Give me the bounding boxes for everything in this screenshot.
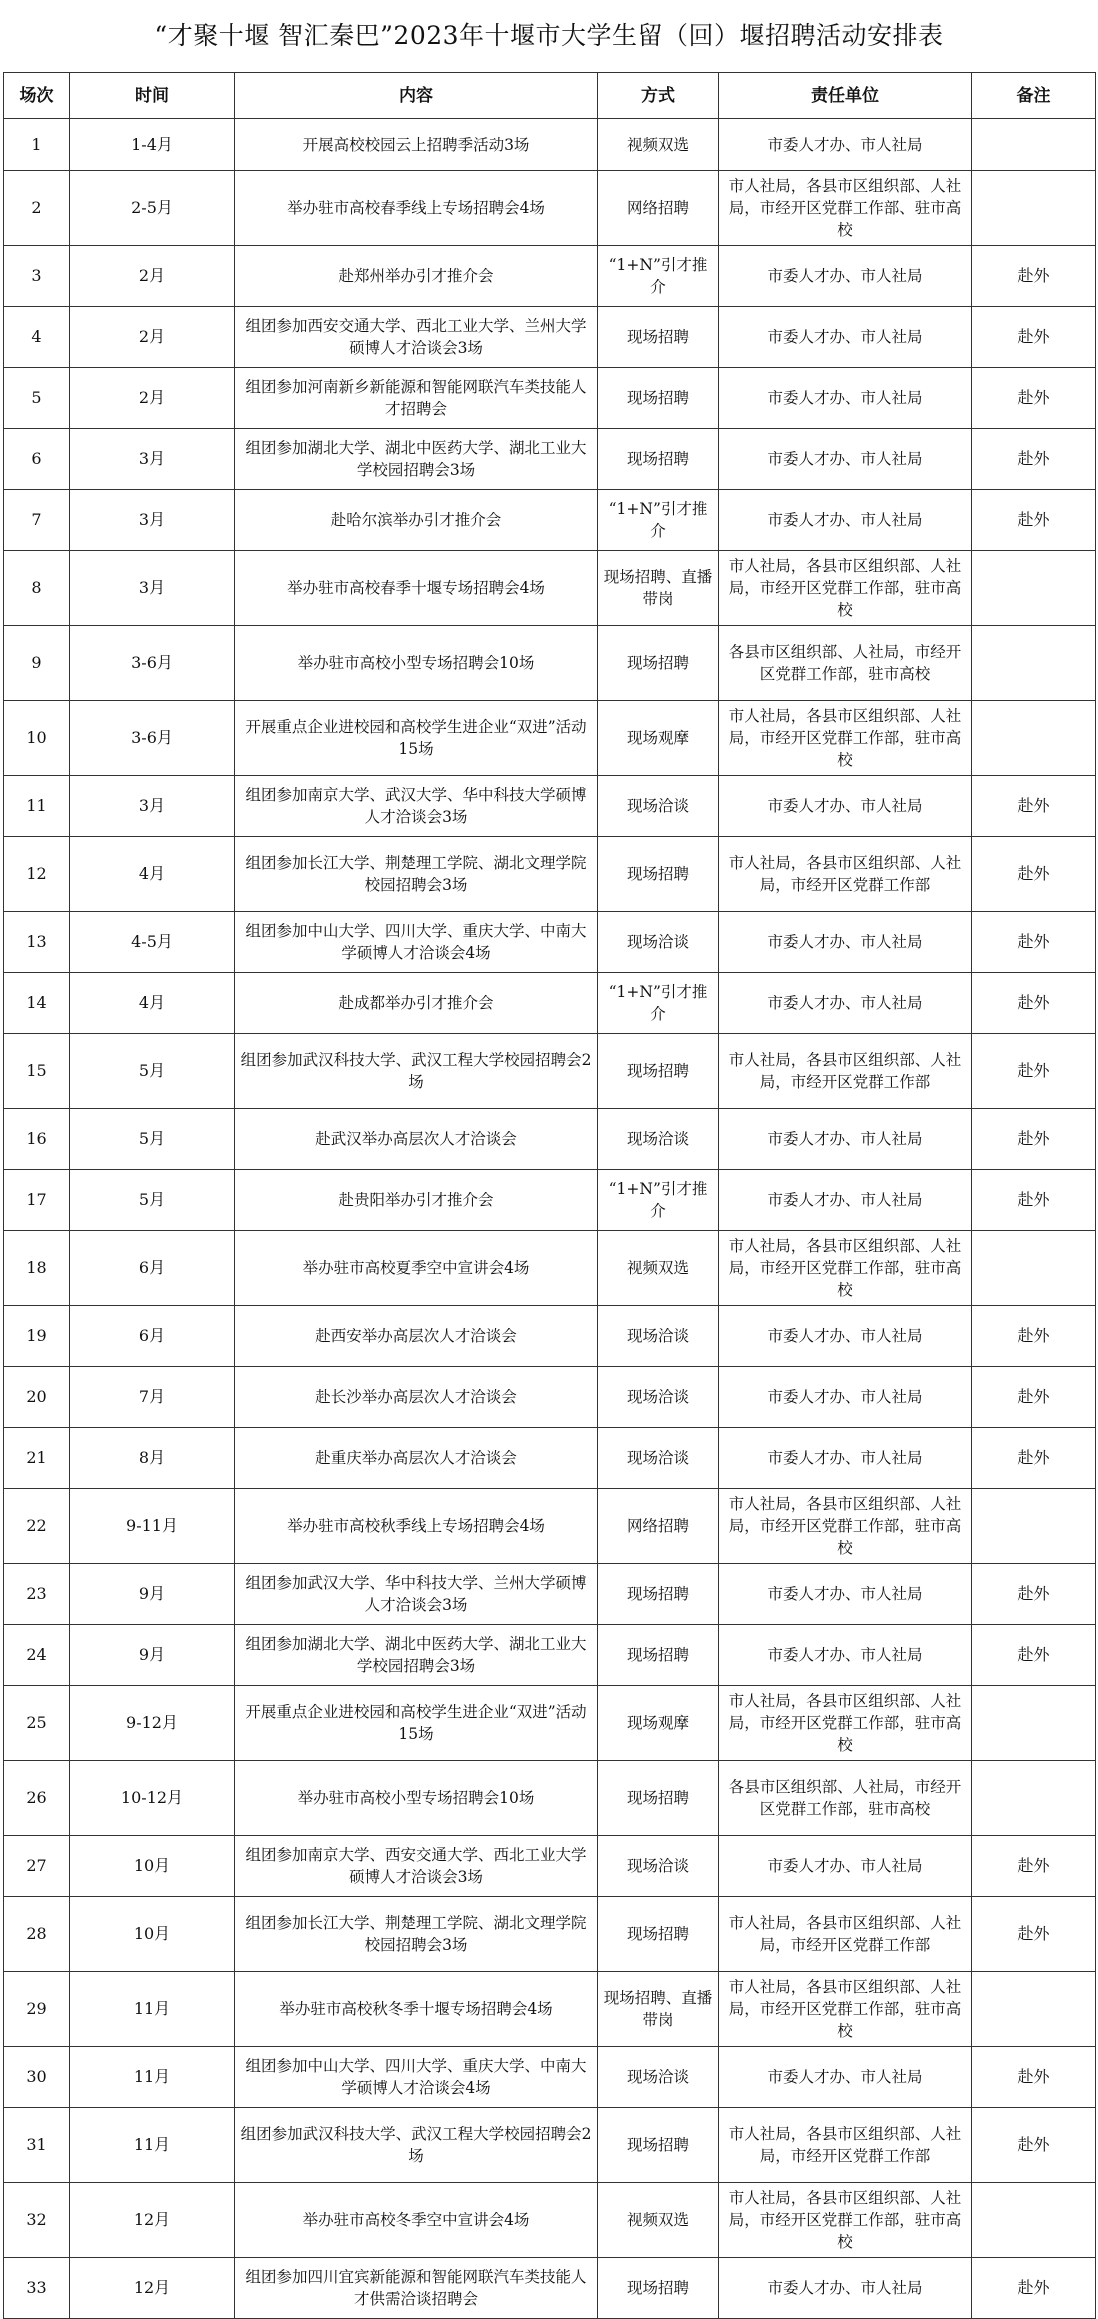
table-row [4,1170,1096,1231]
unit-cell: 市委人才办、市人社局 [719,307,972,368]
remark-cell: 赴外 [972,1897,1096,1972]
method-cell: 现场招聘、直播带岗 [598,551,719,626]
method-cell: 现场招聘 [598,1564,719,1625]
unit-cell: 市委人才办、市人社局 [719,1109,972,1170]
method-cell: 现场招聘 [598,429,719,490]
remark-cell [972,1972,1096,2047]
method-cell: 视频双选 [598,2183,719,2258]
content-cell: 举办驻市高校春季十堰专场招聘会4场 [235,551,598,626]
session-cell: 23 [4,1564,70,1625]
session-cell: 18 [4,1231,70,1306]
content-cell: 组团参加四川宜宾新能源和智能网联汽车类技能人才供需洽谈招聘会 [235,2258,598,2319]
session-cell: 1 [4,119,70,171]
method-cell: 现场洽谈 [598,1836,719,1897]
content-cell: 赴郑州举办引才推介会 [235,246,598,307]
table-row [4,307,1096,368]
table-row [4,701,1096,776]
session-cell: 31 [4,2108,70,2183]
method-cell: 现场洽谈 [598,1428,719,1489]
table-body [4,119,1096,2319]
table-row [4,1306,1096,1367]
remark-cell: 赴外 [972,2108,1096,2183]
method-cell: 现场洽谈 [598,912,719,973]
table-row [4,1686,1096,1761]
unit-cell: 市人社局，各县市区组织部、人社局，市经开区党群工作部，驻市高校 [719,1489,972,1564]
unit-cell: 市委人才办、市人社局 [719,1428,972,1489]
table-row [4,119,1096,171]
content-cell: 开展高校校园云上招聘季活动3场 [235,119,598,171]
unit-cell: 市委人才办、市人社局 [719,1836,972,1897]
remark-cell [972,171,1096,246]
time-cell: 11月 [70,2047,235,2108]
remark-cell [972,1761,1096,1836]
method-cell: 现场招聘 [598,626,719,701]
time-cell: 2月 [70,307,235,368]
table-row [4,2258,1096,2319]
method-cell: 现场观摩 [598,1686,719,1761]
method-cell: 视频双选 [598,119,719,171]
content-cell: 开展重点企业进校园和高校学生进企业“双进”活动15场 [235,701,598,776]
content-cell: 开展重点企业进校园和高校学生进企业“双进”活动15场 [235,1686,598,1761]
session-cell: 32 [4,2183,70,2258]
remark-cell [972,701,1096,776]
method-cell: 现场招聘 [598,837,719,912]
table-row [4,171,1096,246]
header-method: 方式 [598,73,719,119]
table-row [4,368,1096,429]
remark-cell [972,119,1096,171]
remark-cell: 赴外 [972,1625,1096,1686]
method-cell: 现场招聘 [598,307,719,368]
method-cell: 现场观摩 [598,701,719,776]
content-cell: 举办驻市高校夏季空中宣讲会4场 [235,1231,598,1306]
session-cell: 8 [4,551,70,626]
table-row [4,1109,1096,1170]
unit-cell: 市人社局，各县市区组织部、人社局，市经开区党群工作部，驻市高校 [719,1972,972,2047]
table-row [4,1367,1096,1428]
time-cell: 3月 [70,490,235,551]
remark-cell: 赴外 [972,1564,1096,1625]
method-cell: 现场洽谈 [598,1306,719,1367]
time-cell: 1-4月 [70,119,235,171]
header-session: 场次 [4,73,70,119]
session-cell: 17 [4,1170,70,1231]
method-cell: 现场招聘 [598,2258,719,2319]
remark-cell: 赴外 [972,1836,1096,1897]
unit-cell: 市委人才办、市人社局 [719,429,972,490]
table-row [4,776,1096,837]
content-cell: 举办驻市高校冬季空中宣讲会4场 [235,2183,598,2258]
unit-cell: 市人社局，各县市区组织部、人社局，市经开区党群工作部 [719,1034,972,1109]
content-cell: 举办驻市高校小型专场招聘会10场 [235,626,598,701]
content-cell: 组团参加中山大学、四川大学、重庆大学、中南大学硕博人才洽谈会4场 [235,912,598,973]
header-responsible-unit: 责任单位 [719,73,972,119]
remark-cell [972,1686,1096,1761]
session-cell: 14 [4,973,70,1034]
remark-cell: 赴外 [972,1109,1096,1170]
remark-cell [972,1231,1096,1306]
remark-cell: 赴外 [972,1367,1096,1428]
remark-cell: 赴外 [972,307,1096,368]
session-cell: 3 [4,246,70,307]
unit-cell: 市委人才办、市人社局 [719,368,972,429]
table-row [4,1564,1096,1625]
session-cell: 6 [4,429,70,490]
content-cell: 赴西安举办高层次人才洽谈会 [235,1306,598,1367]
session-cell: 28 [4,1897,70,1972]
unit-cell: 市委人才办、市人社局 [719,2047,972,2108]
session-cell: 9 [4,626,70,701]
method-cell: 现场招聘 [598,1625,719,1686]
content-cell: 举办驻市高校小型专场招聘会10场 [235,1761,598,1836]
remark-cell: 赴外 [972,837,1096,912]
session-cell: 26 [4,1761,70,1836]
unit-cell: 市委人才办、市人社局 [719,1306,972,1367]
content-cell: 举办驻市高校春季线上专场招聘会4场 [235,171,598,246]
content-cell: 举办驻市高校秋季线上专场招聘会4场 [235,1489,598,1564]
unit-cell: 市委人才办、市人社局 [719,2258,972,2319]
header-content: 内容 [235,73,598,119]
session-cell: 27 [4,1836,70,1897]
time-cell: 4-5月 [70,912,235,973]
content-cell: 组团参加武汉科技大学、武汉工程大学校园招聘会2场 [235,1034,598,1109]
method-cell: “1+N”引才推介 [598,246,719,307]
unit-cell: 市人社局，各县市区组织部、人社局，市经开区党群工作部，驻市高校 [719,701,972,776]
time-cell: 2月 [70,368,235,429]
time-cell: 10-12月 [70,1761,235,1836]
table-row [4,551,1096,626]
time-cell: 6月 [70,1231,235,1306]
unit-cell: 市委人才办、市人社局 [719,490,972,551]
method-cell: 现场招聘 [598,1034,719,1109]
time-cell: 9-12月 [70,1686,235,1761]
session-cell: 12 [4,837,70,912]
table-row [4,246,1096,307]
header-time: 时间 [70,73,235,119]
method-cell: “1+N”引才推介 [598,973,719,1034]
session-cell: 20 [4,1367,70,1428]
remark-cell: 赴外 [972,1034,1096,1109]
unit-cell: 市委人才办、市人社局 [719,973,972,1034]
table-row [4,973,1096,1034]
session-cell: 29 [4,1972,70,2047]
session-cell: 19 [4,1306,70,1367]
remark-cell: 赴外 [972,1170,1096,1231]
unit-cell: 市人社局，各县市区组织部、人社局，市经开区党群工作部 [719,837,972,912]
session-cell: 13 [4,912,70,973]
session-cell: 16 [4,1109,70,1170]
unit-cell: 市委人才办、市人社局 [719,912,972,973]
session-cell: 11 [4,776,70,837]
table-row [4,1897,1096,1972]
document-title: “才聚十堰 智汇秦巴”2023年十堰市大学生留（回）堰招聘活动安排表 [154,21,944,50]
schedule-table [3,72,1096,2319]
table-row [4,1231,1096,1306]
session-cell: 25 [4,1686,70,1761]
time-cell: 12月 [70,2258,235,2319]
table-row [4,1034,1096,1109]
session-cell: 24 [4,1625,70,1686]
content-cell: 赴哈尔滨举办引才推介会 [235,490,598,551]
time-cell: 11月 [70,2108,235,2183]
method-cell: 网络招聘 [598,1489,719,1564]
method-cell: 现场洽谈 [598,2047,719,2108]
content-cell: 赴贵阳举办引才推介会 [235,1170,598,1231]
time-cell: 6月 [70,1306,235,1367]
table-row [4,1625,1096,1686]
remark-cell: 赴外 [972,429,1096,490]
session-cell: 15 [4,1034,70,1109]
time-cell: 9月 [70,1625,235,1686]
time-cell: 10月 [70,1897,235,1972]
table-row [4,429,1096,490]
unit-cell: 市人社局，各县市区组织部、人社局，市经开区党群工作部，驻市高校 [719,1231,972,1306]
session-cell: 7 [4,490,70,551]
remark-cell: 赴外 [972,912,1096,973]
table-header-row [4,73,1096,119]
unit-cell: 各县市区组织部、人社局，市经开区党群工作部，驻市高校 [719,626,972,701]
table-row [4,912,1096,973]
table-row [4,626,1096,701]
unit-cell: 市人社局，各县市区组织部、人社局，市经开区党群工作部 [719,1897,972,1972]
content-cell: 赴长沙举办高层次人才洽谈会 [235,1367,598,1428]
table-row [4,2047,1096,2108]
content-cell: 举办驻市高校秋冬季十堰专场招聘会4场 [235,1972,598,2047]
unit-cell: 市委人才办、市人社局 [719,246,972,307]
unit-cell: 市委人才办、市人社局 [719,1367,972,1428]
content-cell: 组团参加武汉大学、华中科技大学、兰州大学硕博人才洽谈会3场 [235,1564,598,1625]
method-cell: 现场招聘 [598,2108,719,2183]
method-cell: 现场招聘、直播带岗 [598,1972,719,2047]
remark-cell: 赴外 [972,246,1096,307]
method-cell: 现场洽谈 [598,776,719,837]
content-cell: 组团参加河南新乡新能源和智能网联汽车类技能人才招聘会 [235,368,598,429]
unit-cell: 市人社局，各县市区组织部、人社局，市经开区党群工作部 [719,2108,972,2183]
session-cell: 22 [4,1489,70,1564]
unit-cell: 市人社局，各县市区组织部、人社局，市经开区党群工作部，驻市高校 [719,1686,972,1761]
time-cell: 7月 [70,1367,235,1428]
content-cell: 赴重庆举办高层次人才洽谈会 [235,1428,598,1489]
method-cell: 视频双选 [598,1231,719,1306]
table-row [4,490,1096,551]
content-cell: 组团参加南京大学、武汉大学、华中科技大学硕博人才洽谈会3场 [235,776,598,837]
content-cell: 赴成都举办引才推介会 [235,973,598,1034]
table-row [4,2183,1096,2258]
unit-cell: 市委人才办、市人社局 [719,1170,972,1231]
time-cell: 3-6月 [70,701,235,776]
time-cell: 10月 [70,1836,235,1897]
unit-cell: 市委人才办、市人社局 [719,1625,972,1686]
method-cell: 现场招聘 [598,368,719,429]
unit-cell: 市委人才办、市人社局 [719,776,972,837]
remark-cell: 赴外 [972,2258,1096,2319]
time-cell: 5月 [70,1109,235,1170]
time-cell: 3-6月 [70,626,235,701]
time-cell: 3月 [70,776,235,837]
remark-cell [972,1489,1096,1564]
remark-cell: 赴外 [972,1428,1096,1489]
time-cell: 2月 [70,246,235,307]
unit-cell: 各县市区组织部、人社局，市经开区党群工作部，驻市高校 [719,1761,972,1836]
time-cell: 3月 [70,551,235,626]
time-cell: 8月 [70,1428,235,1489]
content-cell: 赴武汉举办高层次人才洽谈会 [235,1109,598,1170]
session-cell: 33 [4,2258,70,2319]
table-row [4,1972,1096,2047]
session-cell: 30 [4,2047,70,2108]
time-cell: 12月 [70,2183,235,2258]
method-cell: 现场招聘 [598,1761,719,1836]
time-cell: 4月 [70,837,235,912]
method-cell: 现场洽谈 [598,1109,719,1170]
remark-cell [972,2183,1096,2258]
time-cell: 3月 [70,429,235,490]
method-cell: 现场洽谈 [598,1367,719,1428]
session-cell: 5 [4,368,70,429]
content-cell: 组团参加武汉科技大学、武汉工程大学校园招聘会2场 [235,2108,598,2183]
unit-cell: 市人社局，各县市区组织部、人社局，市经开区党群工作部、驻市高校 [719,171,972,246]
remark-cell: 赴外 [972,1306,1096,1367]
content-cell: 组团参加西安交通大学、西北工业大学、兰州大学硕博人才洽谈会3场 [235,307,598,368]
content-cell: 组团参加长江大学、荆楚理工学院、湖北文理学院校园招聘会3场 [235,1897,598,1972]
table-row [4,1489,1096,1564]
session-cell: 4 [4,307,70,368]
unit-cell: 市委人才办、市人社局 [719,119,972,171]
unit-cell: 市人社局，各县市区组织部、人社局，市经开区党群工作部，驻市高校 [719,2183,972,2258]
time-cell: 11月 [70,1972,235,2047]
table-row [4,2108,1096,2183]
time-cell: 9-11月 [70,1489,235,1564]
session-cell: 2 [4,171,70,246]
time-cell: 5月 [70,1170,235,1231]
time-cell: 5月 [70,1034,235,1109]
remark-cell [972,551,1096,626]
remark-cell [972,626,1096,701]
content-cell: 组团参加长江大学、荆楚理工学院、湖北文理学院校园招聘会3场 [235,837,598,912]
time-cell: 4月 [70,973,235,1034]
session-cell: 21 [4,1428,70,1489]
session-cell: 10 [4,701,70,776]
method-cell: “1+N”引才推介 [598,1170,719,1231]
unit-cell: 市委人才办、市人社局 [719,1564,972,1625]
content-cell: 组团参加湖北大学、湖北中医药大学、湖北工业大学校园招聘会3场 [235,429,598,490]
remark-cell: 赴外 [972,490,1096,551]
table-row [4,837,1096,912]
remark-cell: 赴外 [972,973,1096,1034]
remark-cell: 赴外 [972,2047,1096,2108]
content-cell: 组团参加中山大学、四川大学、重庆大学、中南大学硕博人才洽谈会4场 [235,2047,598,2108]
table-row [4,1836,1096,1897]
method-cell: 现场招聘 [598,1897,719,1972]
method-cell: 网络招聘 [598,171,719,246]
remark-cell: 赴外 [972,776,1096,837]
content-cell: 组团参加湖北大学、湖北中医药大学、湖北工业大学校园招聘会3场 [235,1625,598,1686]
table-row [4,1761,1096,1836]
header-remark: 备注 [972,73,1096,119]
remark-cell: 赴外 [972,368,1096,429]
table-row [4,1428,1096,1489]
unit-cell: 市人社局，各县市区组织部、人社局，市经开区党群工作部，驻市高校 [719,551,972,626]
time-cell: 2-5月 [70,171,235,246]
content-cell: 组团参加南京大学、西安交通大学、西北工业大学硕博人才洽谈会3场 [235,1836,598,1897]
method-cell: “1+N”引才推介 [598,490,719,551]
time-cell: 9月 [70,1564,235,1625]
